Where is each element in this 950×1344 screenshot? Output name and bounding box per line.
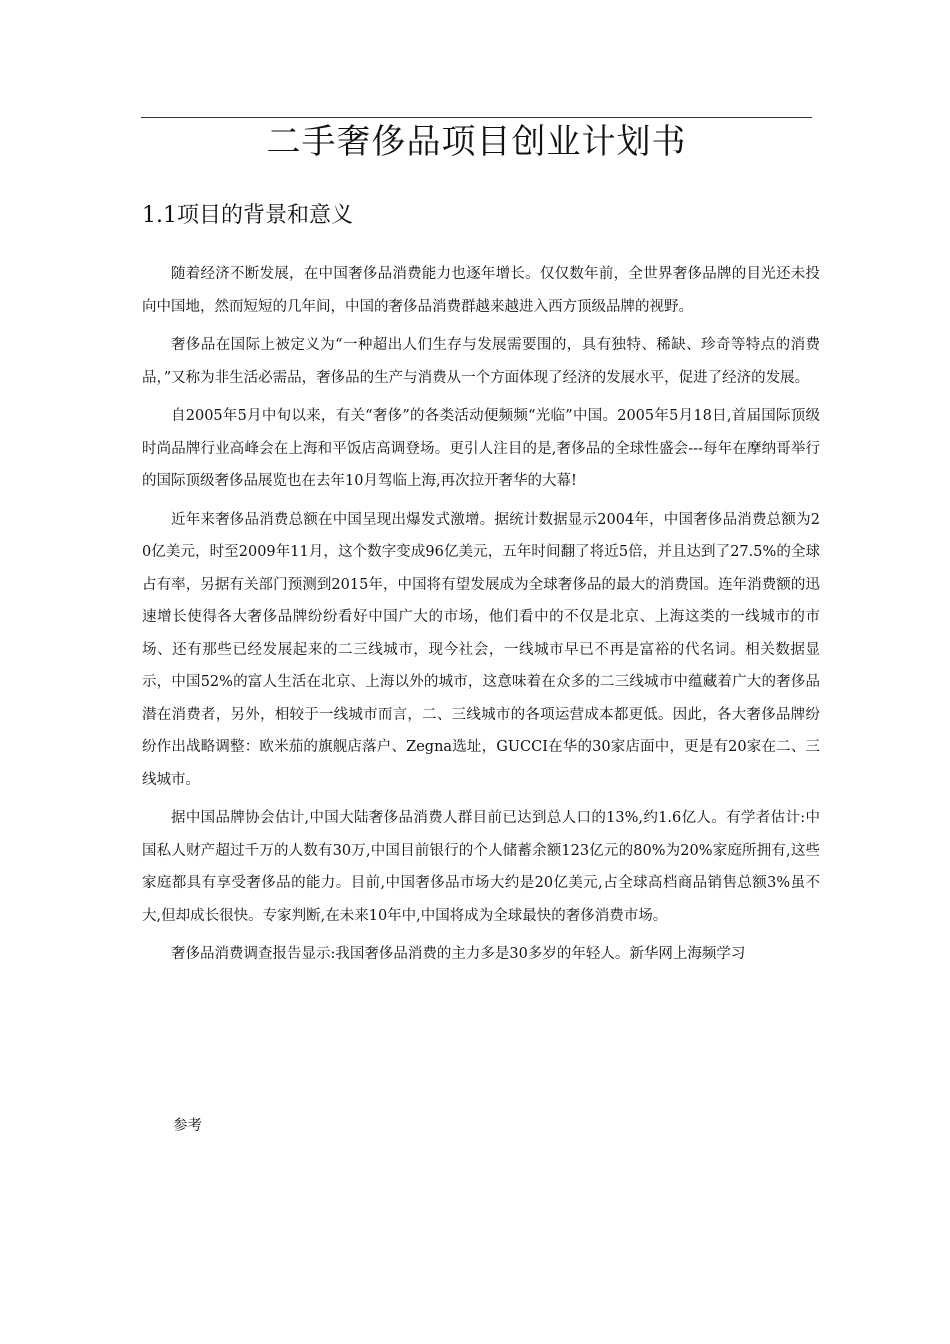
- paragraph: 随着经济不断发展，在中国奢侈品消费能力也逐年增长。仅仅数年前，全世界奢侈品牌的目光还未投向中国地，然而短短的几年间，中国的奢侈品消费群越来越进入西方顶级品牌的视野。: [142, 266, 820, 315]
- body-text: [142, 258, 820, 977]
- paragraph: 奢侈品消费调查报告显示:我国奢侈品消费的主力多是30多岁的年轻人。新华网上海频学习: [171, 946, 746, 962]
- footer-label: 参考: [173, 1118, 202, 1134]
- section-heading: 1.1项目的背景和意义: [142, 203, 353, 228]
- header-rule: [141, 117, 812, 118]
- paragraph: 近年来奢侈品消费总额在中国呈现出爆发式激增。据统计数据显示2004年，中国奢侈品消费总额为20亿美元，时至2009年11月，这个数字变成96亿美元，五年时间翻了将近5倍，并且达到了27.5%的全球占有率，另据有关部门预测到2015年，中国将有望发展成为全球奢侈品的最大的消费国。连年消费额的迅速增长使得各大奢侈品牌纷纷看好中国广大的市场，他们看中的不仅是北京、上海这类的一线城市的市场、还有那些已经发展起来的二三线城市，现今社会，一线城市早已不再是富裕的代名词。相关数据显示，中国52%的富人生活在北京、上海以外的城市，这意味着在众多的二三线城市中蕴藏着广大的奢侈品潜在消费者，另外，相较于一线城市而言，二、三线城市的各项运营成本都更低。因此，各大奢侈品牌纷纷作出战略调整：欧米茄的旗舰店落户、Zegna选址，GUCCI在华的30家店面中，更是有20家在二、三线城市。: [142, 511, 820, 788]
- document-title: 二手奢侈品项目创业计划书: [266, 122, 687, 162]
- paragraph: 据中国品牌协会估计,中国大陆奢侈品消费人群目前已达到总人口的13%,约1.6亿人。有学者估计:中国私人财产超过千万的人数有30万,中国目前银行的个人储蓄余额123亿元的80%为20%家庭所拥有,这些家庭都具有享受奢侈品的能力。目前,中国奢侈品市场大约是20亿美元,占全球高档商品销售总额3%虽不大,但却成长很快。专家判断,在未来10年中,中国将成为全球最快的奢侈消费市场。: [142, 810, 820, 924]
- paragraph: 自2005年5月中旬以来，有关“奢侈”的各类活动便频频“光临”中国。2005年5月18日,首届国际顶级时尚品牌行业高峰会在上海和平饭店高调登场。更引人注目的是,奢侈品的全球性盛会---每年在摩纳哥举行的国际顶级奢侈品展览也在去年10月驾临上海,再次拉开奢华的大幕!: [142, 408, 820, 489]
- paragraph: 奢侈品在国际上被定义为“一种超出人们生存与发展需要围的，具有独特、稀缺、珍奇等特点的消费品，”又称为非生活必需品，奢侈品的生产与消费从一个方面体现了经济的发展水平，促进了经济的发展。: [142, 337, 820, 386]
